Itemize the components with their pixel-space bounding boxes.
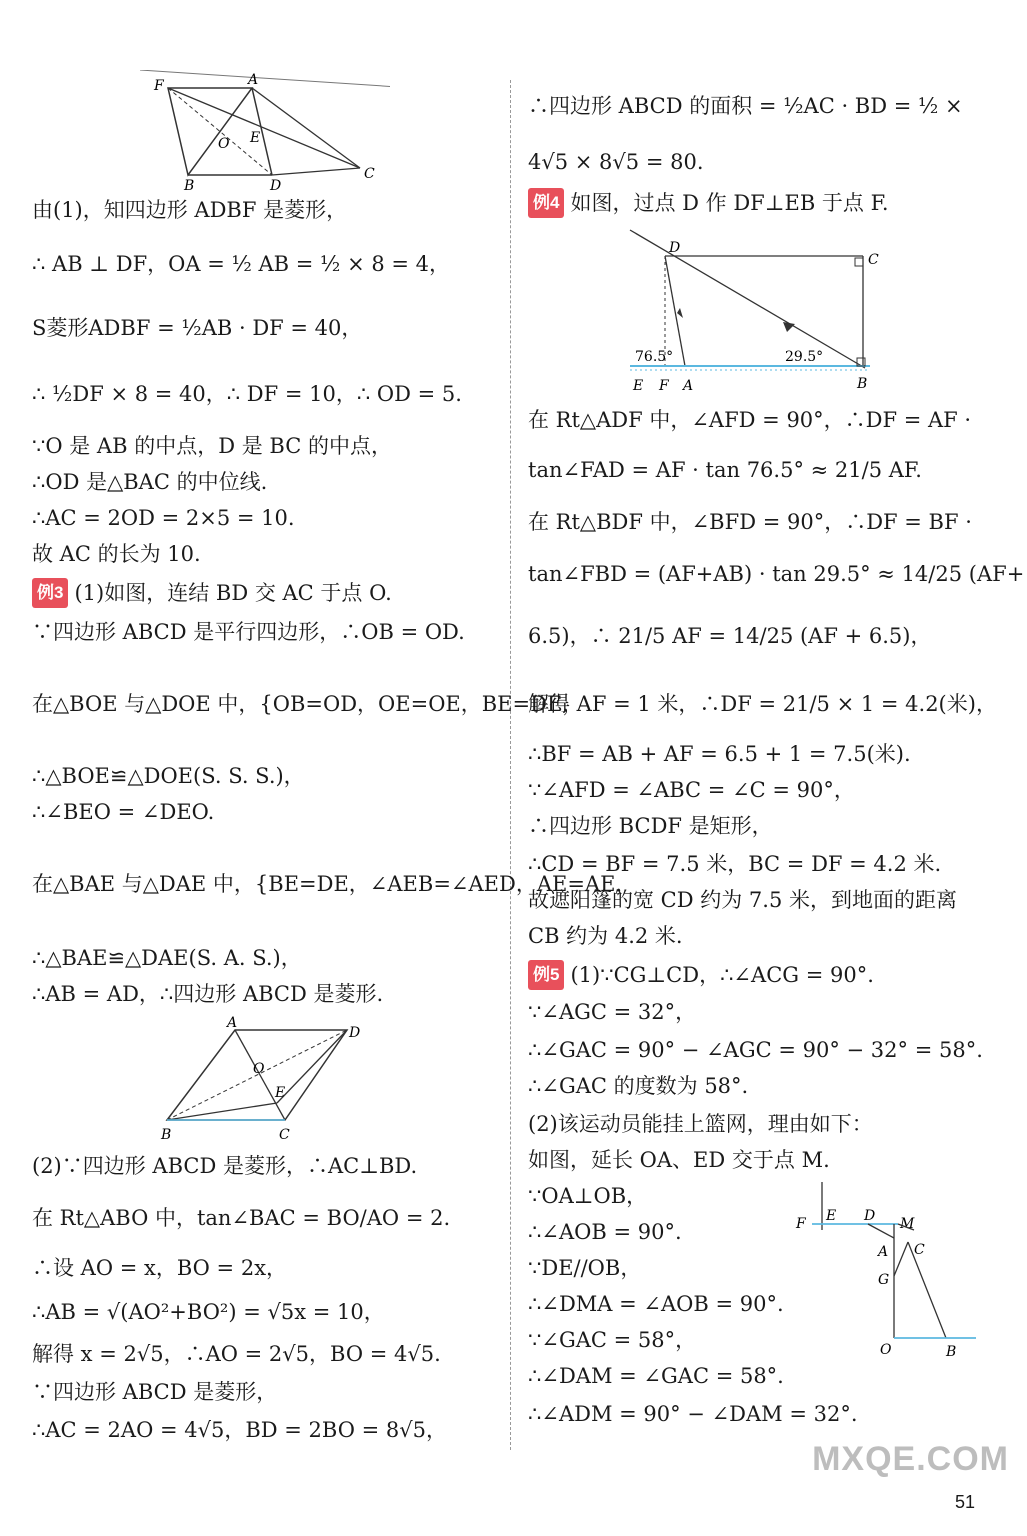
fig4-label-D: D <box>864 1208 876 1224</box>
right-line-6: 在 Rt△BDF 中，∠BFD = 90°，∴DF = BF · <box>528 510 972 534</box>
fig3-angle-2: 29.5° <box>785 349 824 365</box>
left-line-2: ∴ AB ⊥ DF，OA = ½ AB = ½ × 8 = 4， <box>32 252 451 276</box>
left-line-16: ∴AB = AD，∴四边形 ABCD 是菱形. <box>32 982 384 1006</box>
left-line-13: ∴∠BEO = ∠DEO. <box>32 800 215 824</box>
watermark: MXQE.COM <box>812 1440 1009 1478</box>
left-line-15: ∴△BAE≌△DAE(S. A. S.)， <box>32 946 302 970</box>
example-badge-4: 例4 <box>528 188 564 218</box>
figure-sunshade <box>625 228 885 400</box>
fig3-label-E: E <box>633 378 644 394</box>
top-rule <box>140 70 390 95</box>
left-line-12: ∴△BOE≌△DOE(S. S. S.)， <box>32 764 305 788</box>
right-line-21: 如图，延长 OA、ED 交于点 M. <box>528 1148 830 1172</box>
example-badge-3: 例3 <box>32 578 68 608</box>
right-line-10: ∴BF = AB + AF = 6.5 + 1 = 7.5(米). <box>528 742 911 766</box>
fig1-label-B: B <box>184 178 195 190</box>
right-line-26: ∵∠GAC = 58°， <box>528 1328 697 1352</box>
right-line-4: 在 Rt△ADF 中，∠AFD = 90°，∴DF = AF · <box>528 408 972 432</box>
right-line-2: 4√5 × 8√5 = 80. <box>528 150 704 174</box>
fig3-label-C: C <box>868 252 879 268</box>
left-line-6: ∴OD 是△BAC 的中位线. <box>32 470 268 494</box>
fig1-label-D: D <box>270 178 282 190</box>
fig3-label-D: D <box>669 240 681 256</box>
right-line-3-text: 如图，过点 D 作 DF⊥EB 于点 F. <box>570 191 889 215</box>
fig2-label-D: D <box>349 1025 361 1041</box>
right-line-18: ∴∠GAC = 90° − ∠AGC = 90° − 32° = 58°. <box>528 1038 983 1062</box>
fig1-label-C: C <box>364 166 375 182</box>
fig1-label-A: A <box>248 72 259 88</box>
left-line-18: 在 Rt△ABO 中，tan∠BAC = BO/AO = 2. <box>32 1206 451 1230</box>
left-line-20: ∴AB = √(AO²+BO²) = √5x = 10， <box>32 1300 385 1324</box>
right-line-13: ∴CD = BF = 7.5 米，BC = DF = 4.2 米. <box>528 852 942 876</box>
right-line-15: CB 约为 4.2 米. <box>528 924 683 948</box>
left-line-1: 由(1)，知四边形 ADBF 是菱形， <box>32 198 348 222</box>
left-line-19: ∴设 AO = x，BO = 2x， <box>32 1256 288 1280</box>
fig3-label-B: B <box>857 376 868 392</box>
fig4-label-A: A <box>878 1244 889 1260</box>
fig4-label-M: M <box>900 1216 915 1232</box>
right-line-11: ∵∠AFD = ∠ABC = ∠C = 90°， <box>528 778 855 802</box>
fig1-label-E: E <box>250 130 261 146</box>
right-line-28: ∴∠ADM = 90° − ∠DAM = 32°. <box>528 1402 858 1426</box>
figure-rhombus <box>155 1015 365 1145</box>
left-line-23: ∴AC = 2AO = 4√5，BD = 2BO = 8√5， <box>32 1418 447 1442</box>
right-line-1: ∴四边形 ABCD 的面积 = ½AC · BD = ½ × <box>528 94 963 118</box>
left-line-22: ∵四边形 ABCD 是菱形， <box>32 1380 278 1404</box>
left-line-4: ∴ ½DF × 8 = 40，∴ DF = 10，∴ OD = 5. <box>32 382 462 406</box>
right-line-20: (2)该运动员能挂上篮网，理由如下： <box>528 1112 873 1136</box>
right-line-27: ∴∠DAM = ∠GAC = 58°. <box>528 1364 784 1388</box>
left-line-9 <box>32 578 392 608</box>
fig4-label-B: B <box>946 1344 957 1360</box>
fig3-label-F: F <box>659 378 669 394</box>
left-line-21: 解得 x = 2√5，∴AO = 2√5，BO = 4√5. <box>32 1342 441 1366</box>
right-line-23: ∴∠AOB = 90°. <box>528 1220 682 1244</box>
fig3-angle-1: 76.5° <box>635 349 674 365</box>
fig1-label-O: O <box>218 136 230 152</box>
fig4-label-G: G <box>878 1272 890 1288</box>
right-line-14: 故遮阳篷的宽 CD 约为 7.5 米，到地面的距离 <box>528 888 958 912</box>
right-line-22: ∵OA⊥OB， <box>528 1184 648 1208</box>
fig2-label-C: C <box>279 1127 290 1143</box>
left-line-3: S菱形ADBF = ½AB · DF = 40， <box>32 316 363 340</box>
right-line-16 <box>528 960 874 990</box>
fig2-label-B: B <box>161 1127 172 1143</box>
left-line-5: ∵O 是 AB 的中点，D 是 BC 的中点， <box>32 434 392 458</box>
figure-parallelogram-1 <box>140 70 390 190</box>
right-line-19: ∴∠GAC 的度数为 58°. <box>528 1074 749 1098</box>
left-line-17: (2)∵四边形 ABCD 是菱形，∴AC⊥BD. <box>32 1154 418 1178</box>
left-line-10: ∵四边形 ABCD 是平行四边形，∴OB = OD. <box>32 620 465 644</box>
left-line-8: 故 AC 的长为 10. <box>32 542 201 566</box>
fig4-label-F: F <box>796 1216 806 1232</box>
fig2-label-O: O <box>253 1061 265 1077</box>
left-line-14: 在△BAE 与△DAE 中，{BE=DE，∠AEB=∠AED，AE=AE， <box>32 872 637 896</box>
right-line-5: tan∠FAD = AF · tan 76.5° ≈ 21/5 AF. <box>528 458 922 482</box>
left-line-7: ∴AC = 2OD = 2×5 = 10. <box>32 506 295 530</box>
figure-basketball <box>790 1180 990 1360</box>
fig2-label-E: E <box>275 1085 286 1101</box>
right-line-12: ∴四边形 BCDF 是矩形， <box>528 814 773 838</box>
right-line-7: tan∠FBD = (AF+AB) · tan 29.5° ≈ 14/25 (AF+ <box>528 562 1025 586</box>
fig4-label-O: O <box>880 1342 892 1358</box>
right-line-25: ∴∠DMA = ∠AOB = 90°. <box>528 1292 784 1316</box>
right-line-3 <box>528 188 889 218</box>
fig3-label-A: A <box>683 378 694 394</box>
fig2-label-A: A <box>227 1015 238 1031</box>
fig1-label-F: F <box>154 78 164 94</box>
right-line-8: 6.5)，∴ 21/5 AF = 14/25 (AF + 6.5)， <box>528 624 932 648</box>
left-line-11: 在△BOE 与△DOE 中，{OB=OD，OE=OE，BE=DE， <box>32 692 584 716</box>
right-line-9: 解得 AF = 1 米，∴DF = 21/5 × 1 = 4.2(米)， <box>528 692 997 716</box>
page-number: 51 <box>954 1492 975 1512</box>
fig4-label-E: E <box>826 1208 837 1224</box>
fig4-label-C: C <box>914 1242 925 1258</box>
left-line-9-text: (1)如图，连结 BD 交 AC 于点 O. <box>74 581 392 605</box>
example-badge-5: 例5 <box>528 960 564 990</box>
right-line-17: ∵∠AGC = 32°， <box>528 1000 697 1024</box>
right-line-16-text: (1)∵CG⊥CD，∴∠ACG = 90°. <box>570 963 874 987</box>
column-divider <box>510 80 511 1450</box>
right-line-24: ∵DE//OB， <box>528 1256 642 1280</box>
